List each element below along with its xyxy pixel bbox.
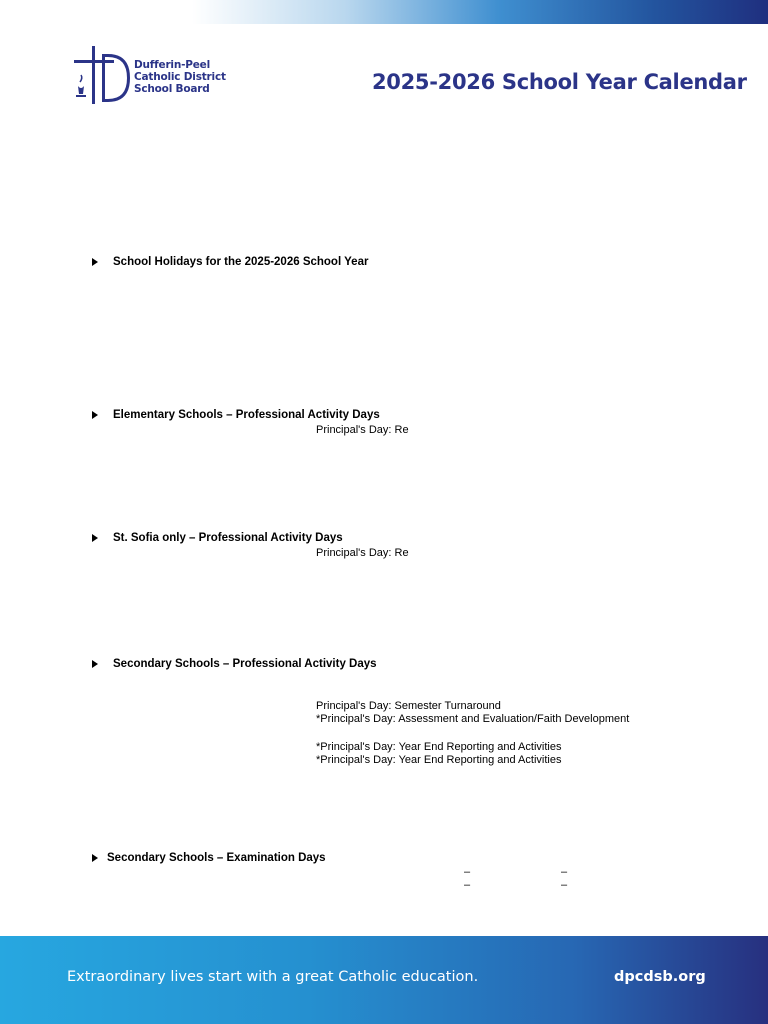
board-name: [134, 59, 226, 95]
secondary-pa-detail: *Principal's Day: Year End Reporting and Activities: [316, 741, 562, 753]
secondary-pa-detail: *Principal's Day: Year End Reporting and Activities: [316, 754, 562, 766]
board-logo: [68, 44, 228, 110]
bullet-triangle-icon: [92, 258, 98, 266]
section-heading-elementary: [92, 409, 380, 421]
top-gradient-bar: [0, 0, 768, 24]
board-name-line-2: Catholic District: [134, 71, 226, 83]
section-heading-text: Elementary Schools – Professional Activity Days: [113, 409, 380, 421]
bullet-triangle-icon: [92, 854, 98, 862]
bullet-triangle-icon: [92, 660, 98, 668]
board-name-line-1: Dufferin-Peel: [134, 59, 210, 71]
exam-dash: –: [561, 879, 568, 891]
board-logo-icon: [68, 44, 132, 110]
page-title: 2025-2026 School Year Calendar: [372, 70, 747, 94]
bullet-triangle-icon: [92, 411, 98, 419]
section-heading-text: Secondary Schools – Professional Activity Days: [113, 658, 377, 670]
section-heading-text: St. Sofia only – Professional Activity Days: [113, 532, 343, 544]
secondary-pa-detail: Principal's Day: Semester Turnaround: [316, 700, 501, 712]
section-heading-text: School Holidays for the 2025-2026 School Year: [113, 256, 369, 268]
st-sofia-detail: Principal's Day: Re: [316, 547, 409, 559]
section-heading-st-sofia: [92, 532, 343, 544]
bullet-triangle-icon: [92, 534, 98, 542]
secondary-pa-detail: *Principal's Day: Assessment and Evaluation/Faith Development: [316, 713, 630, 725]
section-heading-text: Secondary Schools – Examination Days: [107, 852, 326, 864]
footer-tagline: Extraordinary lives start with a great Catholic education.: [67, 969, 479, 985]
exam-dash: –: [464, 879, 471, 891]
footer-banner: [0, 936, 768, 1024]
exam-dash: –: [464, 866, 471, 878]
footer-website-link[interactable]: dpcdsb.org: [614, 969, 706, 985]
section-heading-holidays: [92, 256, 368, 268]
section-heading-secondary-pa: [92, 658, 377, 670]
exam-dash: –: [561, 866, 568, 878]
elementary-detail: Principal's Day: Re: [316, 424, 409, 436]
section-heading-secondary-exam: [92, 852, 326, 864]
board-name-line-3: School Board: [134, 83, 210, 95]
